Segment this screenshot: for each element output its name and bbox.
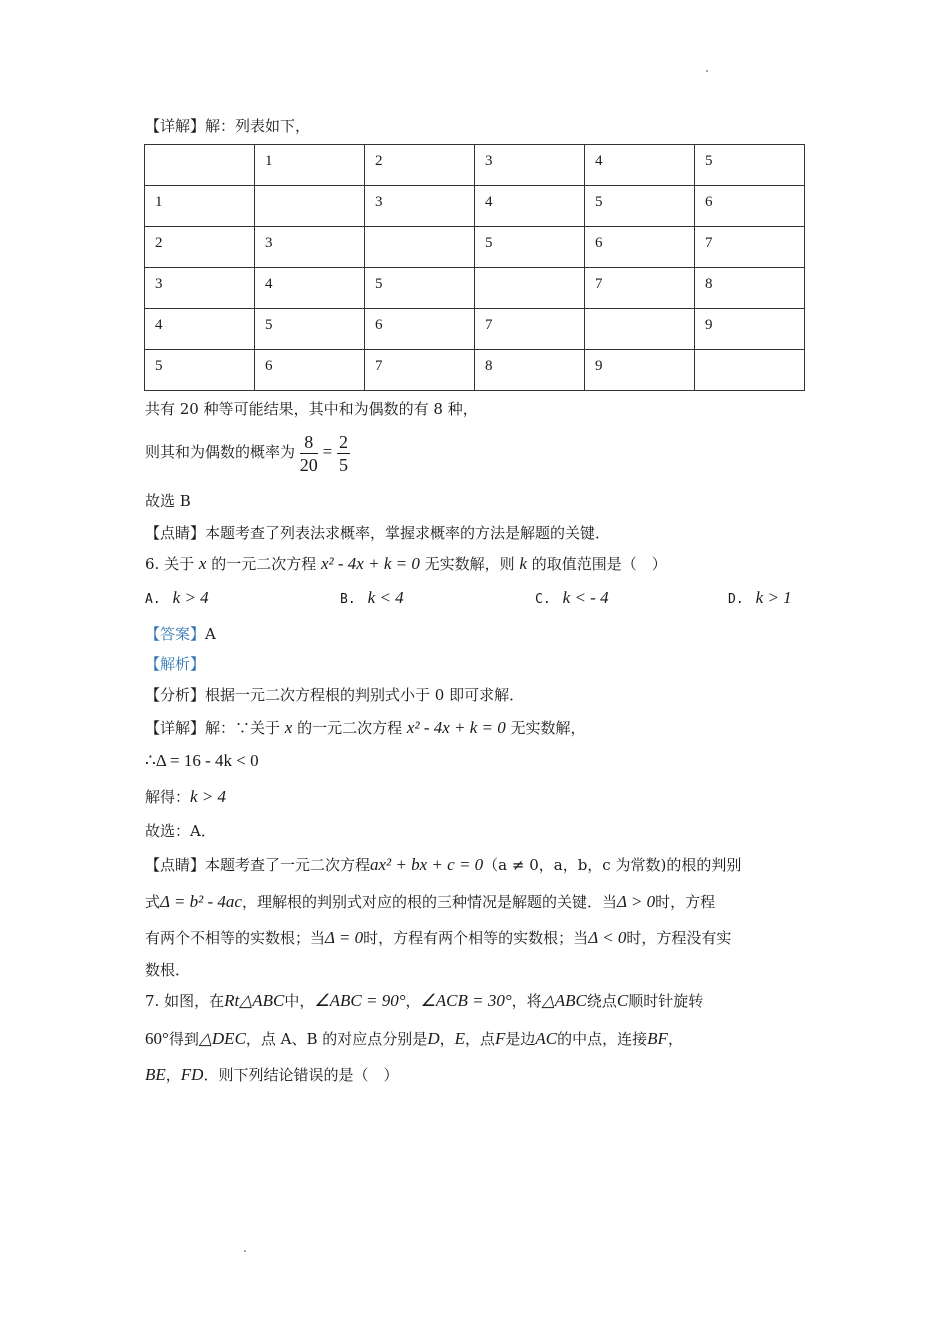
dj-delta-eq: Δ = 0 bbox=[325, 928, 364, 947]
answer-tag: 【答案】 bbox=[145, 625, 206, 643]
sum-table bbox=[144, 144, 805, 391]
q7-segment-be: BE bbox=[145, 1065, 166, 1084]
answer-value: A bbox=[205, 625, 216, 643]
solve-line bbox=[145, 786, 226, 808]
therefore-line: ∴Δ = 16 - 4k < 0 bbox=[145, 751, 259, 770]
table-row bbox=[145, 227, 805, 268]
table-cell bbox=[365, 227, 475, 268]
result-text: 共有 20 种等可能结果，其中和为偶数的有 8 种， bbox=[145, 400, 478, 418]
table-cell: 4 bbox=[255, 268, 365, 309]
q6-mid: 的一元二次方程 bbox=[211, 555, 317, 573]
fraction-2-5 bbox=[337, 431, 350, 476]
table-cell: 9 bbox=[585, 350, 695, 391]
detail-equation: x² - 4x + k = 0 bbox=[406, 718, 506, 737]
q7-text: 顺时针旋转 bbox=[628, 992, 704, 1010]
detail-q6 bbox=[145, 717, 586, 739]
analysis-tag: 【解析】 bbox=[145, 655, 206, 673]
table-cell: 5 bbox=[695, 145, 805, 186]
choose-a: 故选：A． bbox=[145, 822, 216, 840]
table-cell bbox=[145, 145, 255, 186]
table-cell: 1 bbox=[255, 145, 365, 186]
dj-l2-prefix: 式 bbox=[145, 893, 161, 911]
var-x: x bbox=[284, 718, 293, 737]
answer-line bbox=[145, 623, 216, 645]
table-row bbox=[145, 350, 805, 391]
q7-angle-abc: ∠ABC = 90° bbox=[314, 991, 406, 1010]
dianjing-line-2 bbox=[145, 891, 715, 913]
q7-text: ．则下列结论错误的是（ ） bbox=[203, 1066, 399, 1084]
q7-point-c: C bbox=[616, 991, 629, 1010]
question-7-line-2 bbox=[145, 1028, 683, 1050]
option-a bbox=[145, 588, 209, 608]
table-cell: 7 bbox=[475, 309, 585, 350]
table-cell: 3 bbox=[475, 145, 585, 186]
table-cell: 3 bbox=[365, 186, 475, 227]
dj-delta-gt: Δ > 0 bbox=[616, 892, 656, 911]
q7-angle-acb: ∠ACB = 30° bbox=[420, 991, 512, 1010]
table-cell: 8 bbox=[475, 350, 585, 391]
q7-segment-fd: FD bbox=[180, 1065, 204, 1084]
q7-text: ，点 A、B 的对应点分别是 bbox=[245, 1030, 428, 1048]
probability-line bbox=[145, 428, 350, 476]
table-cell: 7 bbox=[695, 227, 805, 268]
detail-suffix: 无实数解， bbox=[510, 719, 586, 737]
option-expr: k > 4 bbox=[172, 588, 209, 607]
table-cell: 8 bbox=[695, 268, 805, 309]
table-cell: 4 bbox=[585, 145, 695, 186]
var-x: x bbox=[198, 554, 207, 573]
q7-text: 7. 如图，在 bbox=[145, 992, 225, 1010]
table-cell: 5 bbox=[365, 268, 475, 309]
table-cell bbox=[585, 309, 695, 350]
table-cell: 2 bbox=[365, 145, 475, 186]
q7-text: 绕点 bbox=[586, 992, 617, 1010]
table-cell: 7 bbox=[585, 268, 695, 309]
dj-l2-suffix: ，理解根的判别式对应的根的三种情况是解题的关键．当 bbox=[241, 893, 617, 911]
option-d bbox=[728, 588, 792, 608]
dj-l3-b: 时，方程有两个相等的实数根；当 bbox=[363, 929, 589, 947]
table-cell bbox=[475, 268, 585, 309]
solve-expr: k > 4 bbox=[190, 787, 227, 806]
page-corner-mark-bottom bbox=[244, 1250, 246, 1252]
option-label: C. bbox=[535, 592, 551, 607]
option-label: A. bbox=[145, 592, 161, 607]
dianjing-line-4: 数根． bbox=[145, 961, 191, 979]
q7-text: ， bbox=[439, 1030, 455, 1048]
table-cell: 3 bbox=[145, 268, 255, 309]
option-expr: k < - 4 bbox=[562, 588, 609, 607]
q6-equation: x² - 4x + k = 0 bbox=[321, 554, 420, 573]
detail-mid: 的一元二次方程 bbox=[297, 719, 403, 737]
dj-prefix: 【点睛】本题考查了一元二次方程 bbox=[145, 856, 371, 874]
equals-sign: = bbox=[322, 442, 333, 461]
analysis-fenxi: 【分析】根据一元二次方程根的判别式小于 0 即可求解． bbox=[145, 686, 525, 704]
q7-text: 中， bbox=[284, 992, 315, 1010]
q7-point-f: F bbox=[495, 1029, 506, 1048]
dj-l3-a: 有两个不相等的实数根；当 bbox=[145, 929, 326, 947]
table-cell: 4 bbox=[145, 309, 255, 350]
detail-intro: 【详解】解：列表如下， bbox=[145, 117, 311, 135]
table-row bbox=[145, 268, 805, 309]
dianjing-line-1 bbox=[145, 854, 741, 876]
q7-text: ， bbox=[667, 1030, 683, 1048]
probability-prefix: 则其和为偶数的概率为 bbox=[145, 443, 296, 461]
question-7-line-1 bbox=[145, 990, 703, 1012]
dianjing-line-3 bbox=[145, 927, 731, 949]
q7-text: ， bbox=[405, 992, 421, 1010]
q7-text: ，将 bbox=[511, 992, 542, 1010]
choose-b: 故选 B bbox=[145, 492, 191, 510]
question-6 bbox=[145, 553, 667, 575]
dj-condition: （a ≠ 0，a，b，c 为常数)的根的判别 bbox=[483, 856, 742, 874]
q7-segment-bf: BF bbox=[647, 1029, 668, 1048]
table-cell: 6 bbox=[585, 227, 695, 268]
q7-text: ， bbox=[165, 1066, 181, 1084]
q7-text: 是边 bbox=[505, 1030, 536, 1048]
table-cell: 4 bbox=[475, 186, 585, 227]
table-cell bbox=[695, 350, 805, 391]
option-expr: k > 1 bbox=[755, 588, 792, 607]
option-label: D. bbox=[728, 592, 744, 607]
q7-triangle-dec: △DEC bbox=[198, 1029, 246, 1048]
comment-q5: 【点睛】本题考查了列表法求概率，掌握求概率的方法是解题的关键． bbox=[145, 524, 611, 542]
fraction-denominator: 20 bbox=[299, 454, 318, 475]
table-cell: 3 bbox=[255, 227, 365, 268]
q6-suffix2: 的取值范围是（ ） bbox=[531, 555, 667, 573]
q7-text: 的中点，连接 bbox=[557, 1030, 648, 1048]
fraction-denominator: 5 bbox=[338, 454, 348, 475]
q6-prefix: 6. 关于 bbox=[145, 555, 195, 573]
dj-discriminant: Δ = b² - 4ac bbox=[160, 892, 242, 911]
table-cell bbox=[255, 186, 365, 227]
table-row bbox=[145, 309, 805, 350]
q7-point-d: D bbox=[427, 1029, 440, 1048]
table-cell: 6 bbox=[695, 186, 805, 227]
fraction-numerator: 8 bbox=[300, 431, 318, 454]
dj-equation: ax² + bx + c = 0 bbox=[370, 855, 484, 874]
q7-triangle-abc: △ABC bbox=[541, 991, 587, 1010]
detail-prefix: 【详解】解：∵关于 bbox=[145, 719, 281, 737]
option-b bbox=[340, 588, 404, 608]
table-row bbox=[145, 186, 805, 227]
table-cell: 1 bbox=[145, 186, 255, 227]
table-cell: 6 bbox=[255, 350, 365, 391]
q7-point-e: E bbox=[454, 1029, 465, 1048]
option-c bbox=[535, 588, 609, 608]
question-7-line-3 bbox=[145, 1064, 398, 1086]
fraction-8-20 bbox=[300, 431, 318, 476]
table-cell: 5 bbox=[255, 309, 365, 350]
q7-segment-ac: AC bbox=[535, 1029, 558, 1048]
option-label: B. bbox=[340, 592, 356, 607]
table-cell: 6 bbox=[365, 309, 475, 350]
var-k: k bbox=[519, 554, 527, 573]
table-cell: 5 bbox=[585, 186, 695, 227]
table-cell: 7 bbox=[365, 350, 475, 391]
dj-l3-c: 时，方程没有实 bbox=[626, 929, 732, 947]
table-cell: 9 bbox=[695, 309, 805, 350]
dj-delta-lt: Δ < 0 bbox=[588, 928, 627, 947]
solve-prefix: 解得： bbox=[145, 788, 191, 806]
q7-rt-triangle: Rt△ABC bbox=[224, 991, 285, 1010]
page-corner-mark-top bbox=[706, 70, 708, 72]
table-header-row bbox=[145, 145, 805, 186]
table-cell: 5 bbox=[475, 227, 585, 268]
q6-suffix1: 无实数解，则 bbox=[424, 555, 515, 573]
dj-l2-tail: 时，方程 bbox=[655, 893, 716, 911]
q7-text: ，点 bbox=[465, 1030, 496, 1048]
table-cell: 5 bbox=[145, 350, 255, 391]
fraction-numerator: 2 bbox=[338, 431, 348, 452]
q7-degree-60: 60° bbox=[145, 1029, 169, 1048]
table-cell: 2 bbox=[145, 227, 255, 268]
q7-text: 得到 bbox=[168, 1030, 199, 1048]
option-expr: k < 4 bbox=[367, 588, 404, 607]
